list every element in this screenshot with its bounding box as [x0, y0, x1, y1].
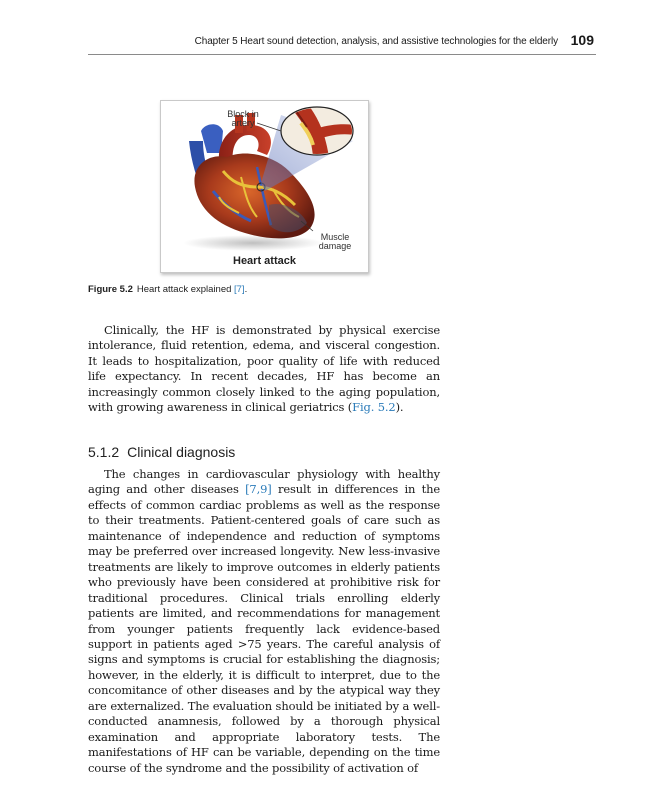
figure-reference-link[interactable]: Fig. 5.2 [352, 400, 396, 415]
running-title: Chapter 5 Heart sound detection, analysis, and assistive technologies for the elderly [194, 36, 558, 47]
paragraph-clinical-diagnosis [88, 467, 440, 776]
paragraph1-end: ). [395, 400, 404, 415]
paragraph2-text-start: The changes in cardiovascular physiology with healthy aging and other diseases [88, 467, 440, 497]
page-number: 109 [570, 32, 594, 48]
caption-reference-link[interactable]: [7] [234, 284, 245, 295]
figure-heart-attack [160, 100, 369, 273]
label-block-in-artery: Block in artery [227, 109, 259, 128]
section-heading [88, 444, 235, 460]
section-number: 5.1.2 [88, 444, 120, 460]
paragraph2-text-rest: result in differences in the effects of common cardiac problems as well as the response to their treatments. Patient-centered goals of care such as maintenance of independence and reduction of symptoms may be preferred over increased longevity. New less-invasive treatments are likely to improve outcomes in elderly patients who previously have been considered at prohibitive risk for traditional procedures. Clinical trials enrolling elderly patients are limited, and recommendations for management from younger patients frequently lack evidence-based support in patients aged >75 years. The careful analysis of signs and symptoms is crucial for establishing the diagnosis; however, in the elderly, it is difficult to interpret, due to the concomitance of other diseases and by the atypical way they are externalized. The evaluation should be initiated by a well-conducted anamnesis, followed by a thorough physical examination and appropriate laboratory tests. The manifestations of HF can be variable, depending on the time course of the syndrome and the possibility of activation of [88, 482, 440, 775]
caption-text: Heart attack explained [136, 284, 232, 295]
section-title: Clinical diagnosis [127, 444, 236, 460]
paragraph-clinical-hf [88, 323, 440, 416]
label-muscle-damage: Muscle damage [318, 232, 352, 251]
citation-link[interactable]: [7,9] [245, 482, 272, 497]
paragraph1-text: Clinically, the HF is demonstrated by physical exercise intolerance, fluid retention, edema, and visceral congestion. It leads to hospitalization, poor quality of life with reduced life expectancy. In recent decades, HF has become an increasingly common closely linked to the aging population, with growing awareness in clinical geriatrics ( [88, 323, 440, 415]
figure-caption [88, 284, 247, 295]
figure-title: Heart attack [233, 255, 296, 267]
caption-end: . [244, 284, 248, 295]
caption-figure-number: Figure 5.2 [88, 284, 133, 295]
running-header [88, 32, 596, 55]
